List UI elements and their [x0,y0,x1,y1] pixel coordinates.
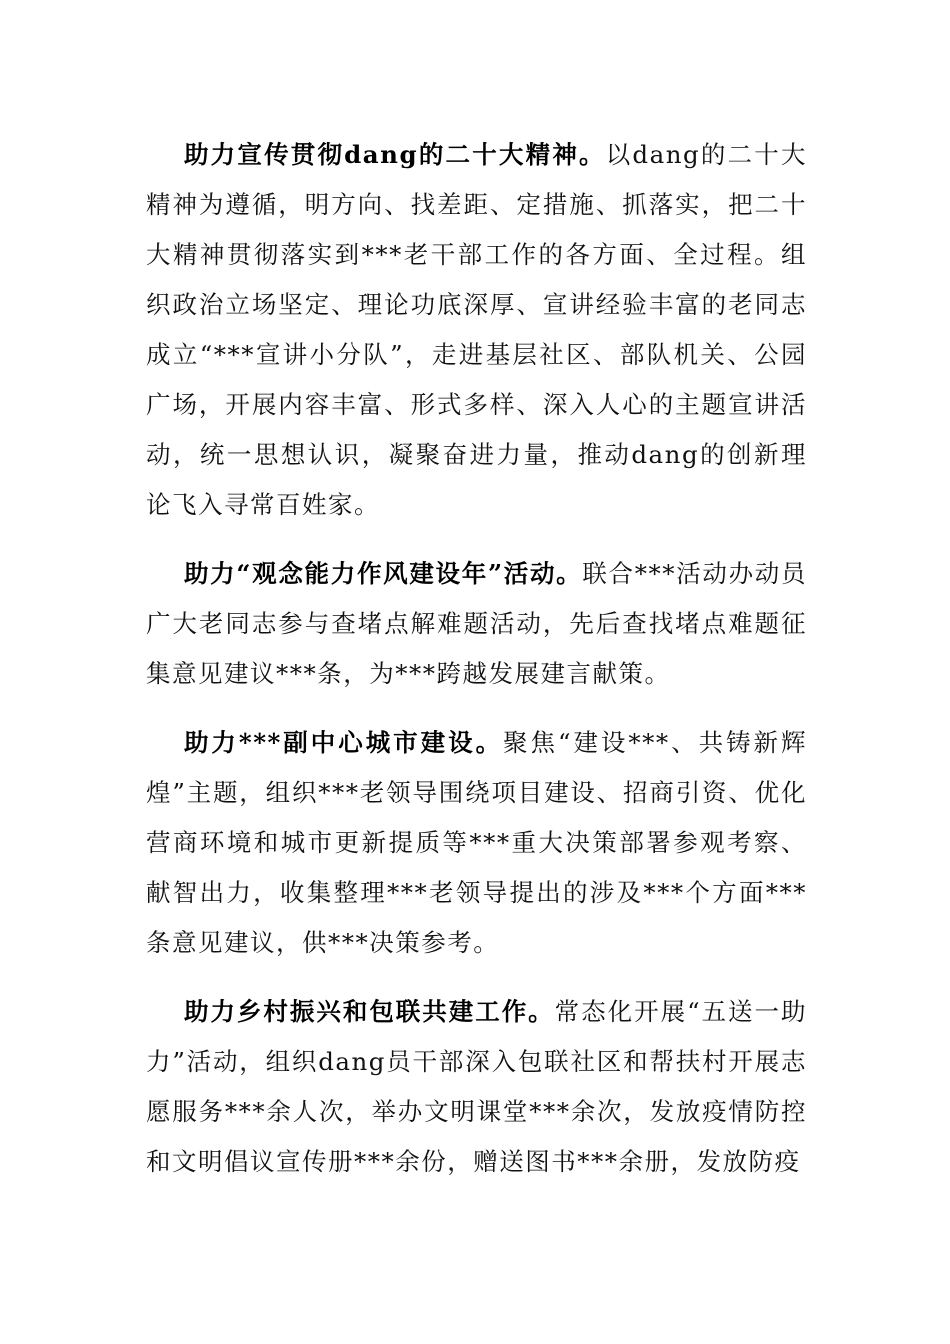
paragraph-body: 以dang的二十大精神为遵循，明方向、找差距、定措施、抓落实，把二十大精神贯彻落实到***老干部工作的各方面、全过程。组织政治立场坚定、理论功底深厚、宣讲经验丰富的老同志成立“***宣讲小分队”，走进基层社区、部队机关、公园广场，开展内容丰富、形式多样、深入人心的主题宣讲活动，统一思想认识，凝聚奋进力量，推动dang的创新理论飞入寻常百姓家。 [146,140,807,519]
paragraph-sub-center-city [146,718,807,968]
paragraph-propaganda [146,130,807,530]
paragraph-heading: 助力宣传贯彻dang的二十大精神。 [183,140,606,169]
paragraph-rural-revitalization [146,987,807,1187]
paragraph-heading: 助力***副中心城市建设。 [183,728,504,757]
paragraph-style-year [146,549,807,699]
paragraph-body: 常态化开展“五送一助力”活动，组织dang员干部深入包联社区和帮扶村开展志愿服务***余人次，举办文明课堂***余次，发放疫情防控和文明倡议宣传册***余份，赠送图书***余册，发放防疫 [146,997,808,1176]
paragraph-body: 聚焦“建设***、共铸新辉煌”主题，组织***老领导围绕项目建设、招商引资、优化营商环境和城市更新提质等***重大决策部署参观考察、献智出力，收集整理***老领导提出的涉及***个方面***条意见建议，供***决策参考。 [146,728,807,957]
paragraph-body: 联合***活动办动员广大老同志参与查堵点解难题活动，先后查找堵点难题征集意见建议***条，为***跨越发展建言献策。 [146,559,808,688]
paragraph-heading: 助力“观念能力作风建设年”活动。 [183,559,583,588]
paragraph-heading: 助力乡村振兴和包联共建工作。 [183,997,555,1026]
